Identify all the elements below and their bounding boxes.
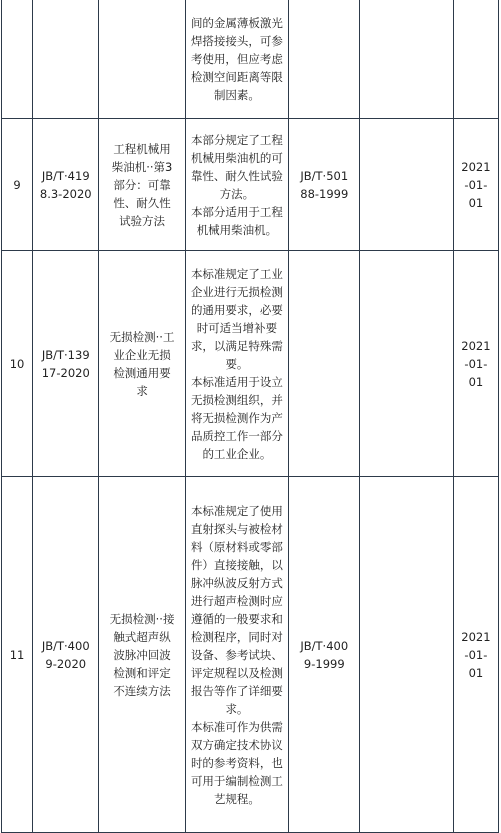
table-row [2,119,499,251]
blank-cell [360,119,453,251]
row-number-cell [2,0,33,119]
standards-table [1,0,499,833]
implementation-date-cell: 2021-01-01 [453,477,498,833]
standard-name-cell: 无损检测··接触式超声纵波脉冲回波检测和评定不连续方法 [99,477,185,833]
scope-paragraph: 本标准规定了使用直射探头与被检材料（原材料或零部件）直接接触，以脉冲纵波反射方式进行超声检测时应遵循的一般要求和检测程序，同时对设备、参考试块、评定规程以及检测报告等作了详细要求。 [190,503,283,716]
scope-paragraph: 间的金属薄板激光焊搭接接头，可参考使用，但应考虑检测空间距离等限制因素。 [190,16,283,102]
replaced-standard-cell [289,0,360,119]
standard-name-cell: 工程机械用柴油机··第3部分：可靠性、耐久性试验方法 [99,119,185,251]
scope-cell [185,0,288,119]
scope-cell [185,119,288,251]
table-row [2,477,499,833]
blank-cell [360,251,453,477]
table-row [2,0,499,119]
replaced-standard-cell: JB/T·50188-1999 [289,119,360,251]
blank-cell [360,477,453,833]
scope-cell [185,477,288,833]
standard-name-cell [99,0,185,119]
standard-name-cell: 无损检测··工业企业无损检测通用要求 [99,251,185,477]
scope-paragraph: 本标准适用于设立无损检测组织，并将无损检测作为产品质控工作一部分的工业企业。 [190,374,283,461]
scope-paragraph: 本部分规定了工程机械用柴油机的可靠性、耐久性试验方法。 [190,132,283,201]
table-row [2,251,499,477]
replaced-standard-cell: JB/T·4009-1999 [289,477,360,833]
standard-code-cell [33,0,99,119]
row-number-cell: 10 [2,251,33,477]
row-number-cell: 9 [2,119,33,251]
implementation-date-cell [453,0,498,119]
standard-code-cell: JB/T·13917-2020 [33,251,99,477]
implementation-date-cell: 2021-01-01 [453,251,498,477]
blank-cell [360,0,453,119]
scope-paragraph: 本标准规定了工业企业进行无损检测的通用要求，必要时可适当增补要求，以满足特殊需要。 [190,266,283,371]
standard-code-cell: JB/T·4009-2020 [33,477,99,833]
scope-paragraph: 本部分适用于工程机械用柴油机。 [190,204,283,237]
standard-code-cell: JB/T·4198.3-2020 [33,119,99,251]
implementation-date-cell: 2021-01-01 [453,119,498,251]
scope-cell [185,251,288,477]
scope-paragraph: 本标准可作为供需双方确定技术协议时的参考资料，也可用于编制检测工艺规程。 [190,719,283,806]
row-number-cell: 11 [2,477,33,833]
replaced-standard-cell [289,251,360,477]
